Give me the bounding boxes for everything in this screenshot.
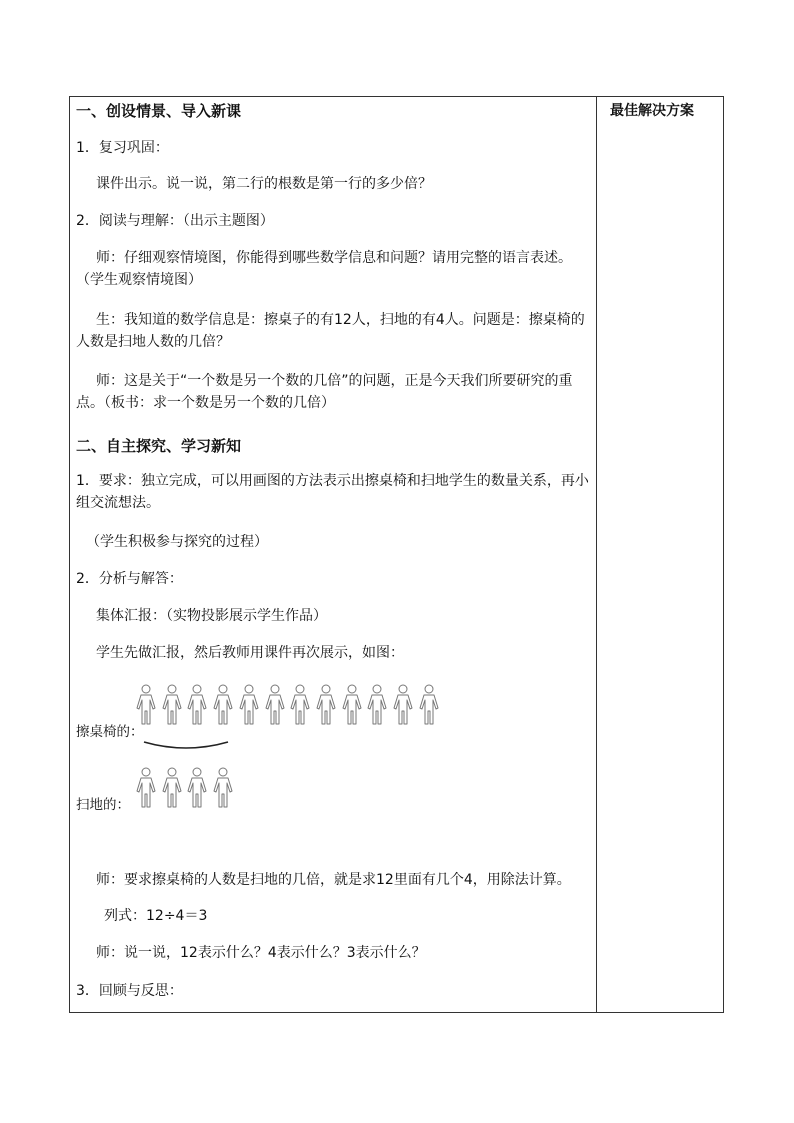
item-2-heading: 2．阅读与理解：（出示主题图）	[76, 213, 274, 229]
report-text-2: 学生先做汇报，然后教师用课件再次展示，如图：	[96, 645, 404, 661]
person-figure-icon	[161, 684, 183, 730]
teacher-prompt-2: 师：这是关于“一个数是另一个数的几倍”的问题，正是今天我们所要研究的重点。（板书：求一个数是另一个数的几倍）	[76, 373, 573, 411]
teacher-prompt-4: 师：说一说，12表示什么？4表示什么？3表示什么？	[96, 945, 426, 961]
person-figure-icon	[366, 684, 388, 730]
person-figure-icon	[135, 684, 157, 730]
requirement-note: （学生积极参与探究的过程）	[86, 534, 268, 550]
section-1-title: 一、创设情景、导入新课	[76, 102, 242, 120]
person-figure-icon	[135, 767, 157, 813]
column-divider	[596, 96, 597, 1013]
report-text: 集体汇报：（实物投影展示学生作品）	[96, 608, 327, 624]
person-figure-icon	[212, 684, 234, 730]
requirement-text: 1．要求：独立完成，可以用画图的方法表示出擦桌椅和扫地学生的数量关系，再小组交流想法。	[76, 473, 589, 511]
person-figure-icon	[238, 684, 260, 730]
sweep-label: 扫地的：	[76, 797, 130, 813]
person-figure-icon	[315, 684, 337, 730]
teacher-prompt-1: 师：仔细观察情境图，你能得到哪些数学信息和问题？请用完整的语言表述。（学生观察情境图）	[76, 250, 572, 288]
formula: 列式：12÷4＝3	[104, 908, 208, 924]
item-3-heading: 3．回顾与反思：	[76, 983, 183, 999]
student-answer-1: 生：我知道的数学信息是：擦桌子的有12人，扫地的有4人。问题是：擦桌椅的人数是扫地人数的几倍？	[76, 312, 585, 350]
person-figure-icon	[392, 684, 414, 730]
analysis-heading: 2．分析与解答：	[76, 571, 183, 587]
item-1-text: 课件出示。说一说，第二行的根数是第一行的多少倍？	[96, 176, 432, 192]
right-column-header: 最佳解决方案	[610, 103, 694, 119]
section-2-title: 二、自主探究、学习新知	[76, 437, 242, 455]
person-figure-icon	[186, 767, 208, 813]
grouping-arc	[140, 736, 236, 756]
person-figure-icon	[418, 684, 440, 730]
person-figure-icon	[341, 684, 363, 730]
person-figure-icon	[264, 684, 286, 730]
teacher-prompt-3: 师：要求擦桌椅的人数是扫地的几倍，就是求12里面有几个4，用除法计算。	[96, 872, 571, 888]
person-figure-icon	[289, 684, 311, 730]
item-1-heading: 1．复习巩固：	[76, 140, 169, 156]
person-figure-icon	[161, 767, 183, 813]
person-figure-icon	[212, 767, 234, 813]
person-figure-icon	[186, 684, 208, 730]
wipe-label: 擦桌椅的：	[76, 724, 144, 740]
